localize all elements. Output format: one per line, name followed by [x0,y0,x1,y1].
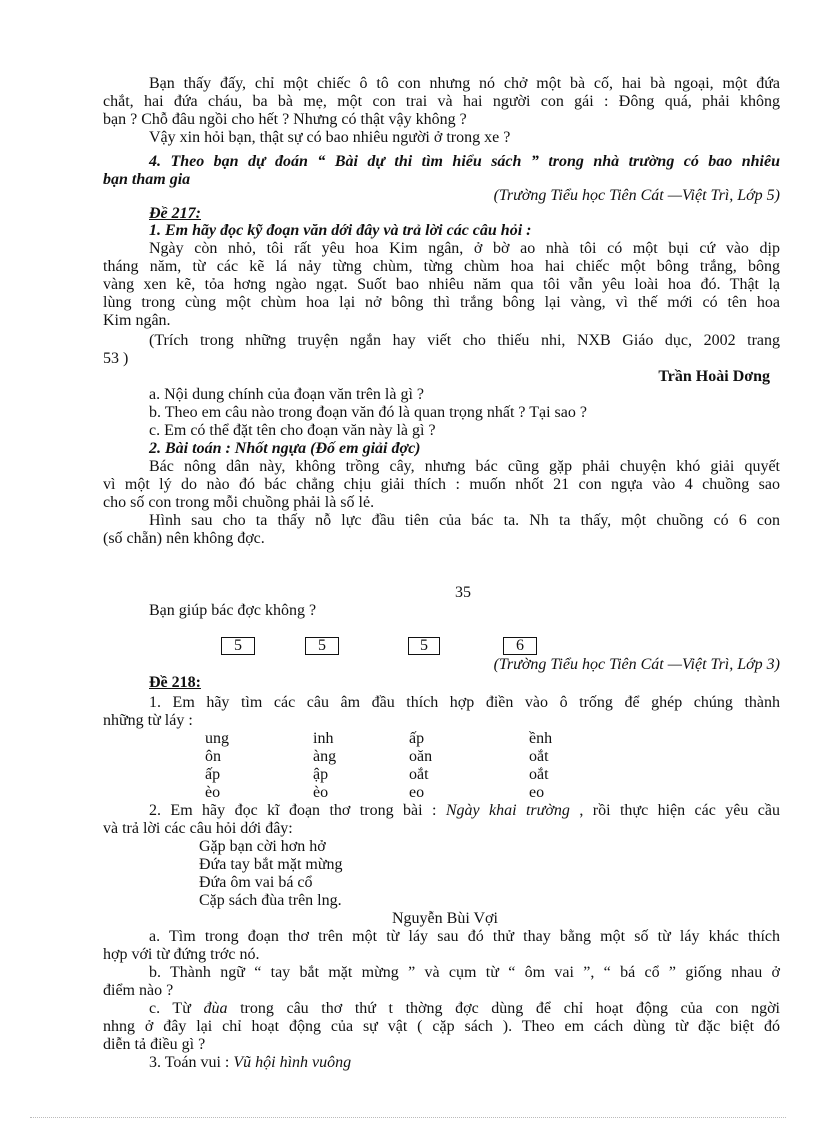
source-note: (Trường Tiểu học Tiên Cát —Việt Trì, Lớp 5) [493,187,780,204]
page-bottom-divider [30,1117,786,1118]
question-text-line: điểm nào ? [103,982,174,999]
section-title: Đề 217: [149,205,201,222]
question-text: 2. Em hãy đọc kĩ đoạn thơ trong bài : [149,802,446,819]
passage-line: Ngày còn nhỏ, tôi rất yêu hoa Kim ngân, ở bờ ao nhà tôi có một bụi cứ vào dịp [149,240,780,257]
grid-cell: ung [205,730,229,747]
question-text: , rồi thực hiện các yêu cầu [569,802,780,819]
grid-cell: eo [529,784,545,801]
highlight-word: đùa [203,1000,228,1017]
source-note: (Trường Tiểu học Tiên Cát —Việt Trì, Lớp 3) [493,656,780,673]
question-text-line: (số chẵn) nên không đợc. [103,530,265,547]
question-heading: 4. Theo bạn dự đoán “ Bài dự thi tìm hiểu sách ” trong nhà trường có bao nhiêu [149,153,780,170]
question-text: 3. Toán vui : [149,1054,234,1071]
question-text-line: những từ láy : [103,712,193,729]
question-text-line: a. Tìm trong đoạn thơ trên một từ láy sau đó thử thay bằng một số từ láy khác thích [149,928,780,945]
question-text-line [149,1054,351,1072]
stable-box: 5 [305,637,339,655]
question-text-line [103,802,780,820]
passage-line: tháng năm, từ các kẽ lá nảy từng chùm, từng chùm hoa hai chiếc một bông trắng, bông [103,258,780,275]
grid-cell: oắt [409,766,429,783]
question-text-line: và trả lời các câu hỏi dới đây: [103,820,293,837]
poem-line: Gặp bạn cời hơn hở [199,838,326,855]
grid-cell: oắt [529,748,549,765]
question-text-line: cho số con trong mỗi chuồng phải là số lẻ. [103,494,375,511]
question-text-line: 1. Em hãy tìm các câu âm đầu thích hợp điền vào ô trống để ghép chúng thành [149,694,780,711]
question-item: c. Em có thể đặt tên cho đoạn văn này là gì ? [149,422,436,439]
grid-cell: ập [313,766,329,783]
question-item: a. Nội dung chính của đoạn văn trên là gì ? [149,386,425,403]
game-title: Vũ hội hình vuông [233,1054,352,1071]
grid-cell: oăn [409,748,433,765]
question-text: trong câu thơ thứ t thờng đợc dùng để chỉ hoạt động của con ngời [227,1000,780,1017]
question-heading: bạn tham gia [103,171,191,188]
passage-line: Kim ngân. [103,312,171,329]
grid-cell: ôn [205,748,221,765]
passage-line: vàng xen kẽ, tỏa hơng ngào ngạt. Suốt bao nhiêu năm qua tôi vẫn yêu loài hoa đó. Thật lạ [103,276,780,293]
grid-cell: àng [313,748,337,765]
grid-cell: èo [205,784,221,801]
grid-cell: oắt [529,766,549,783]
grid-cell: ấp [409,730,425,747]
section-title: Đề 218: [149,674,201,691]
poem-line: Đứa ôm vai bá cổ [199,874,313,891]
page-number: 35 [455,584,471,601]
question-text-line: b. Thành ngữ “ tay bắt mặt mừng ” và cụm từ “ ôm vai ”, “ bá cổ ” giống nhau ở [149,964,780,981]
question-item: b. Theo em câu nào trong đoạn văn đó là quan trọng nhất ? Tại sao ? [149,404,587,421]
paragraph-line: chắt, hai đứa cháu, ba bà mẹ, một con trai và hai người con gái : Đông quá, phải không [103,93,780,110]
question-item: Bạn giúp bác đợc không ? [149,602,317,619]
question-text-line: vì một lý do nào đó bác chẳng chịu giải thích : muốn nhốt 21 con ngựa vào 4 chuồng sao [103,476,780,493]
question-text-line: diễn tả điều gì ? [103,1036,206,1053]
poet-name: Nguyễn Bùi Vợi [392,910,498,927]
grid-cell: inh [313,730,334,747]
citation-line: (Trích trong những truyện ngắn hay viết cho thiếu nhi, NXB Giáo dục, 2002 trang [149,332,780,349]
grid-cell: ấp [205,766,221,783]
author-name: Trần Hoài Dơng [658,368,770,385]
grid-cell: ềnh [529,730,553,747]
question-text: c. Từ [149,1000,204,1017]
question-heading: 2. Bài toán : Nhốt ngựa (Đố em giải đợc) [149,440,421,457]
paragraph-line: Bạn thấy đấy, chỉ một chiếc ô tô con nhưng nó chở một bà cố, hai bà ngoại, một đứa [149,75,780,92]
stable-box: 5 [221,637,255,655]
stable-box: 5 [408,637,440,655]
question-text-line [103,1000,780,1018]
passage-line: lùng trong cùng một chùm hoa lại nở bông thì trắng bông lại vàng, vì thế mới có tên hoa [103,294,780,311]
question-text-line: hợp với từ đứng trớc nó. [103,946,260,963]
question-text-line: Bác nông dân này, không trồng cây, nhưng bác cũng gặp phải chuyện khó giải quyết [149,458,780,475]
grid-cell: eo [409,784,425,801]
poem-line: Cặp sách đùa trên lng. [199,892,342,909]
paragraph-line: Vậy xin hỏi bạn, thật sự có bao nhiêu người ở trong xe ? [149,129,511,146]
question-text-line: Hình sau cho ta thấy nỗ lực đầu tiên của bác ta. Nh ta thấy, một chuồng có 6 con [149,512,780,529]
poem-title: Ngày khai trường [445,802,570,819]
paragraph-line: bạn ? Chỗ đâu ngồi cho hết ? Nhưng có thật vậy không ? [103,111,467,128]
question-text-line: nhng ở đây lại chỉ hoạt động của sự vật ( cặp sách ). Theo em cách dùng từ đặc biệt đó [103,1018,780,1035]
citation-line: 53 ) [103,350,129,367]
stable-box: 6 [503,637,537,655]
grid-cell: èo [313,784,329,801]
poem-line: Đứa tay bắt mặt mừng [199,856,343,873]
question-heading: 1. Em hãy đọc kỹ đoạn văn dới đây và trả lời các câu hỏi : [149,222,532,239]
